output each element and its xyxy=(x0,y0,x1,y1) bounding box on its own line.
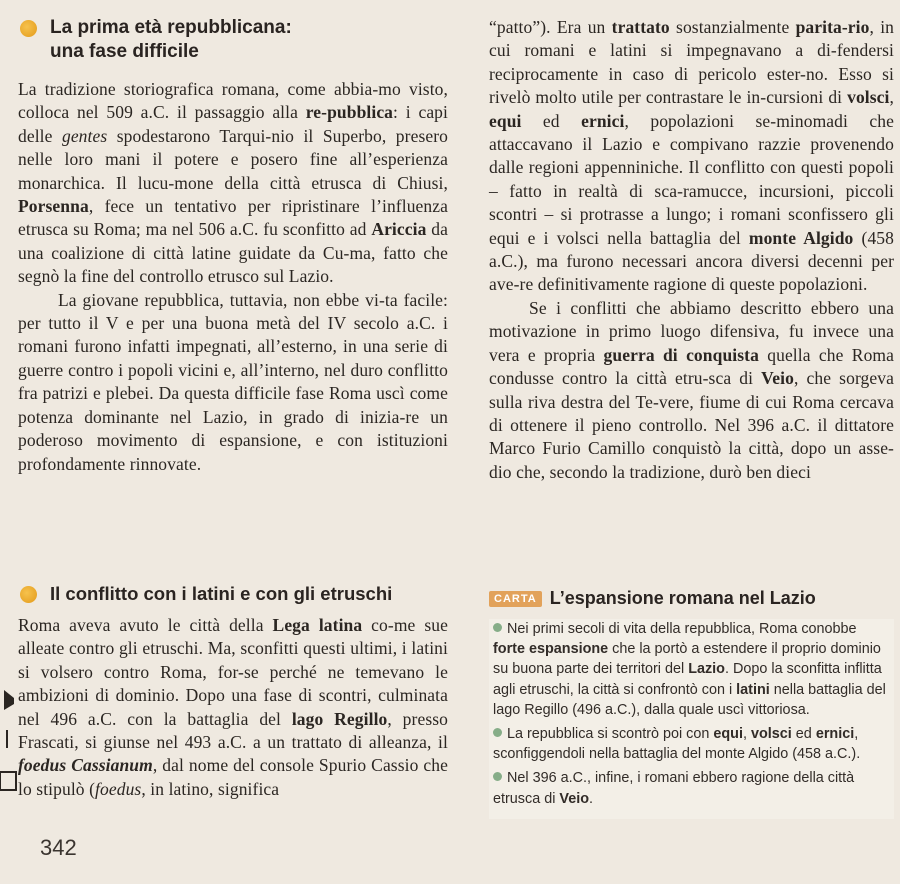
bold-term: ernici xyxy=(581,110,625,131)
bold-term: equi xyxy=(489,110,522,131)
text-span: , popolazioni se-minomadi che attaccavano il Lazio e compivano razzie provenendo dalle regioni appenniniche. Il conflitto con questi popoli – fatto in realtà di sca-ramucce, incursioni, piccoli scontri – si protrasse a lungo; i romani sconfissero gli equi e i volsci nella battaglia del xyxy=(489,110,894,248)
margin-marker-icon xyxy=(0,690,20,810)
text-span: , in latino, significa xyxy=(141,778,280,799)
text-span: . Dopo la sconfitta inflitta agli etruschi, la città si confrontò con i xyxy=(493,661,882,698)
text-span: . xyxy=(589,790,593,807)
text-span: , in cui romani e latini si impegnavano a di-fendersi reciprocamente in caso di pericolo ester-no. Esso si rivelò molto utile per contrastare le in-cursioni di xyxy=(489,17,895,108)
paragraph-tradizione xyxy=(18,78,448,289)
map-box-body xyxy=(489,619,894,819)
heading-line-1: La prima età repubblicana: xyxy=(50,17,292,38)
bold-term: trattato xyxy=(611,17,670,37)
text-span: : i capi delle xyxy=(18,102,448,146)
text-span: da una coalizione di città latine guidate da Cu-ma, fatto che segnò la fine del controllo etrusco sul Lazio. xyxy=(18,219,448,287)
text-span: , presso Frascati, si giunse nel 493 a.C. a un trattato di alleanza, il xyxy=(18,708,448,753)
text-span: , xyxy=(889,87,894,108)
page-number: 342 xyxy=(40,835,77,860)
text-span: , xyxy=(742,726,751,743)
bold-term: volsci xyxy=(750,726,792,743)
paragraph-giovane-repubblica: La giovane repubblica, tuttavia, non ebbe vi-ta facile: per tutto il V e per una buona metà del IV secolo a.C. i romani furono infatti impegnati, all’esterno, in una serie di guerre contro i popoli vicini e, all’interno, nel duro conflitto fra patrizi e plebei. Da questa difficile fase Roma uscì come potenza dominante nel Lazio, in grado di inizia-re un poderoso movimento di espansione, e con istituzioni profondamente rinnovate. xyxy=(18,289,448,474)
green-dot-icon xyxy=(493,623,502,632)
bold-term: forte espansione xyxy=(493,641,609,658)
italic-term: gentes xyxy=(61,125,108,146)
text-span: ed xyxy=(791,726,816,743)
orange-bullet-icon xyxy=(20,20,37,37)
text-span: quella che Roma condusse contro la città etru-sca di xyxy=(489,344,894,389)
bold-term: latini xyxy=(736,681,770,698)
text-span: , fece un tentativo per ripristinare l’influenza etrusca su Roma; ma nel 506 a.C. fu sconfitto ad xyxy=(18,196,448,240)
text-span: co-me sue alleate contro gli etruschi. Ma, sconfitti questi ultimi, i latini si volsero contro Roma, for-se perché ne temevano le ambizioni di dominio. Dopo una fase di scontri, culminata nel 496 a.C. con la battaglia del xyxy=(18,615,448,729)
text-span: (458 a.C.), ma furono necessari ancora diversi decenni per ave-re definitivamente ragione di queste popolazioni. xyxy=(489,227,894,295)
bold-term: guerra di conquista xyxy=(603,344,759,365)
bold-term: Ariccia xyxy=(371,219,427,240)
bold-term: volsci xyxy=(847,87,890,108)
text-span: che la portò a estendere il proprio dominio su buona parte dei territori del xyxy=(493,641,881,678)
paragraph-patto xyxy=(489,16,894,297)
orange-bullet-icon xyxy=(20,586,37,603)
map-box xyxy=(489,588,894,819)
green-dot-icon xyxy=(493,728,502,737)
text-span: Nei primi secoli di vita della repubblica, Roma conobbe xyxy=(507,621,857,637)
paragraph-lega-latina xyxy=(18,614,448,801)
text-span: La tradizione storiografica romana, come abbia-mo visto, colloca nel 509 a.C. il passaggio alla xyxy=(18,79,448,123)
text-span: Roma aveva avuto le città della xyxy=(18,615,273,635)
bold-term: equi xyxy=(713,726,743,743)
text-span: La repubblica si scontrò poi con xyxy=(507,726,714,743)
text-span: , sconfiggendoli nella battaglia del monte Algido (458 a.C.). xyxy=(493,726,861,763)
bold-term: ernici xyxy=(815,726,855,743)
text-span: ed xyxy=(521,110,582,131)
bold-term: Veio xyxy=(559,790,589,807)
text-span: sostanzialmente xyxy=(669,17,796,37)
left-column-top xyxy=(18,16,448,476)
bold-term: Veio xyxy=(761,368,794,389)
text-span: “patto”). Era un xyxy=(489,17,612,37)
text-span: nella battaglia del lago Regillo (496 a.C.), dalla quale uscì vittoriosa. xyxy=(493,681,886,718)
map-box-title-text: L’espansione romana nel Lazio xyxy=(549,588,816,608)
text-span: spodestarono Tarqui-nio il Superbo, presero nelle loro mani il potere e posero fine all’esperienza monarchica. Il lucu-mone della città etrusca di Chiusi, xyxy=(18,125,448,193)
text-span: , dal nome del console Spurio Cassio che lo stipulò ( xyxy=(18,755,448,799)
section-heading-prima-eta xyxy=(18,16,448,64)
text-span: Se i conflitti che abbiamo descritto ebbero una motivazione in primo luogo difensiva, fu invece una vera e propria xyxy=(489,297,894,365)
map-box-title xyxy=(489,588,894,609)
section-heading-conflitto xyxy=(18,582,448,606)
bold-italic-term: foedus Cassianum xyxy=(18,755,153,776)
heading-text: Il conflitto con i latini e con gli etruschi xyxy=(50,583,393,604)
map-item-1 xyxy=(493,619,890,720)
bold-term: Lega latina xyxy=(272,615,363,635)
carta-badge: CARTA xyxy=(489,591,542,607)
heading-line-2: una fase difficile xyxy=(50,41,199,62)
bold-term: Lazio xyxy=(688,661,725,678)
bold-term: lago Regillo xyxy=(291,708,388,729)
bold-term: Porsenna xyxy=(18,196,89,217)
italic-term: foedus xyxy=(95,778,142,799)
paragraph-conflitti xyxy=(489,297,894,484)
bold-term: monte Algido xyxy=(748,227,854,248)
map-item-3 xyxy=(493,768,890,808)
text-span: , che sorgeva sulla riva destra del Te-vere, fiume di cui Roma cercava di ottenere il pieno controllo. Nel 396 a.C. il dittatore Marco Furio Camillo conquistò la città, dopo un asse-dio che, secondo la tradizione, durò ben dieci xyxy=(489,368,894,482)
right-column-top xyxy=(489,16,894,484)
bold-term: re-pubblica xyxy=(305,102,394,123)
text-span: Nel 396 a.C., infine, i romani ebbero ragione della città etrusca di xyxy=(493,770,855,807)
bold-term: parita-rio xyxy=(795,17,870,37)
green-dot-icon xyxy=(493,772,502,781)
left-column-bottom xyxy=(18,582,448,801)
map-item-2 xyxy=(493,724,890,764)
